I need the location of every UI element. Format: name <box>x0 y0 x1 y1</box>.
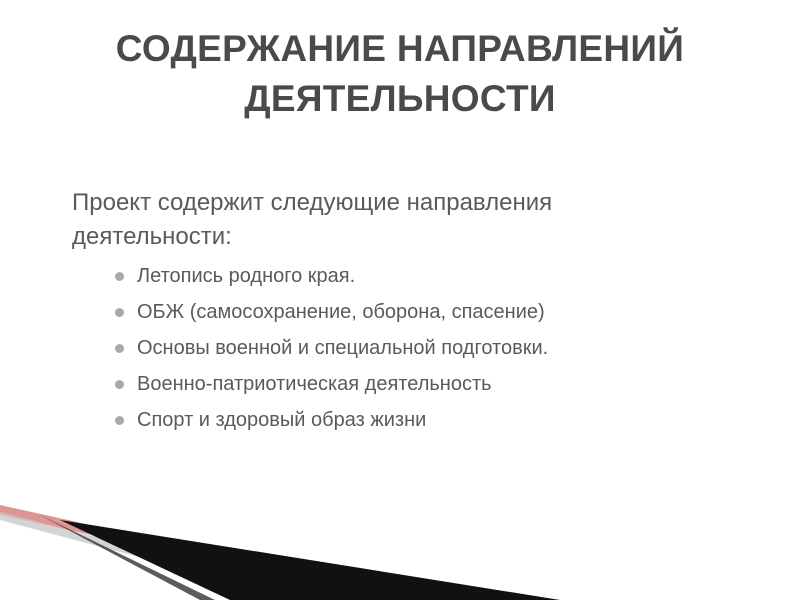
bullet-item <box>115 294 755 330</box>
bullet-dot-icon <box>115 416 124 425</box>
slide-title-line-2: ДЕЯТЕЛЬНОСТИ <box>244 78 556 119</box>
bullet-item <box>115 258 755 294</box>
bullet-text: Основы военной и специальной подготовки. <box>137 337 549 359</box>
bullet-text: Военно-патриотическая деятельность <box>137 373 492 395</box>
slide-title-line-1: СОДЕРЖАНИЕ НАПРАВЛЕНИЙ <box>115 28 685 69</box>
bullet-item <box>115 366 755 402</box>
bullet-dot-icon <box>115 308 124 317</box>
dark-line-stripe <box>40 515 215 600</box>
bullet-dot-icon <box>115 380 124 389</box>
bullet-item <box>115 330 755 366</box>
bullet-text: Летопись родного края. <box>137 265 356 287</box>
bullet-dot-icon <box>115 272 124 281</box>
intro-paragraph <box>72 186 752 254</box>
dark-stripe <box>60 520 560 600</box>
bullet-item <box>115 402 755 438</box>
grey-stripe <box>0 512 340 600</box>
intro-line-2: деятельности: <box>72 223 232 250</box>
intro-line-1: Проект содержит следующие направления <box>72 189 553 216</box>
bullet-text: Спорт и здоровый образ жизни <box>137 409 427 431</box>
accent-stripe <box>0 505 430 600</box>
bullet-list <box>115 258 755 438</box>
slide-title <box>40 24 760 124</box>
bullet-text: ОБЖ (самосохранение, оборона, спасение) <box>137 301 545 323</box>
bullet-dot-icon <box>115 344 124 353</box>
